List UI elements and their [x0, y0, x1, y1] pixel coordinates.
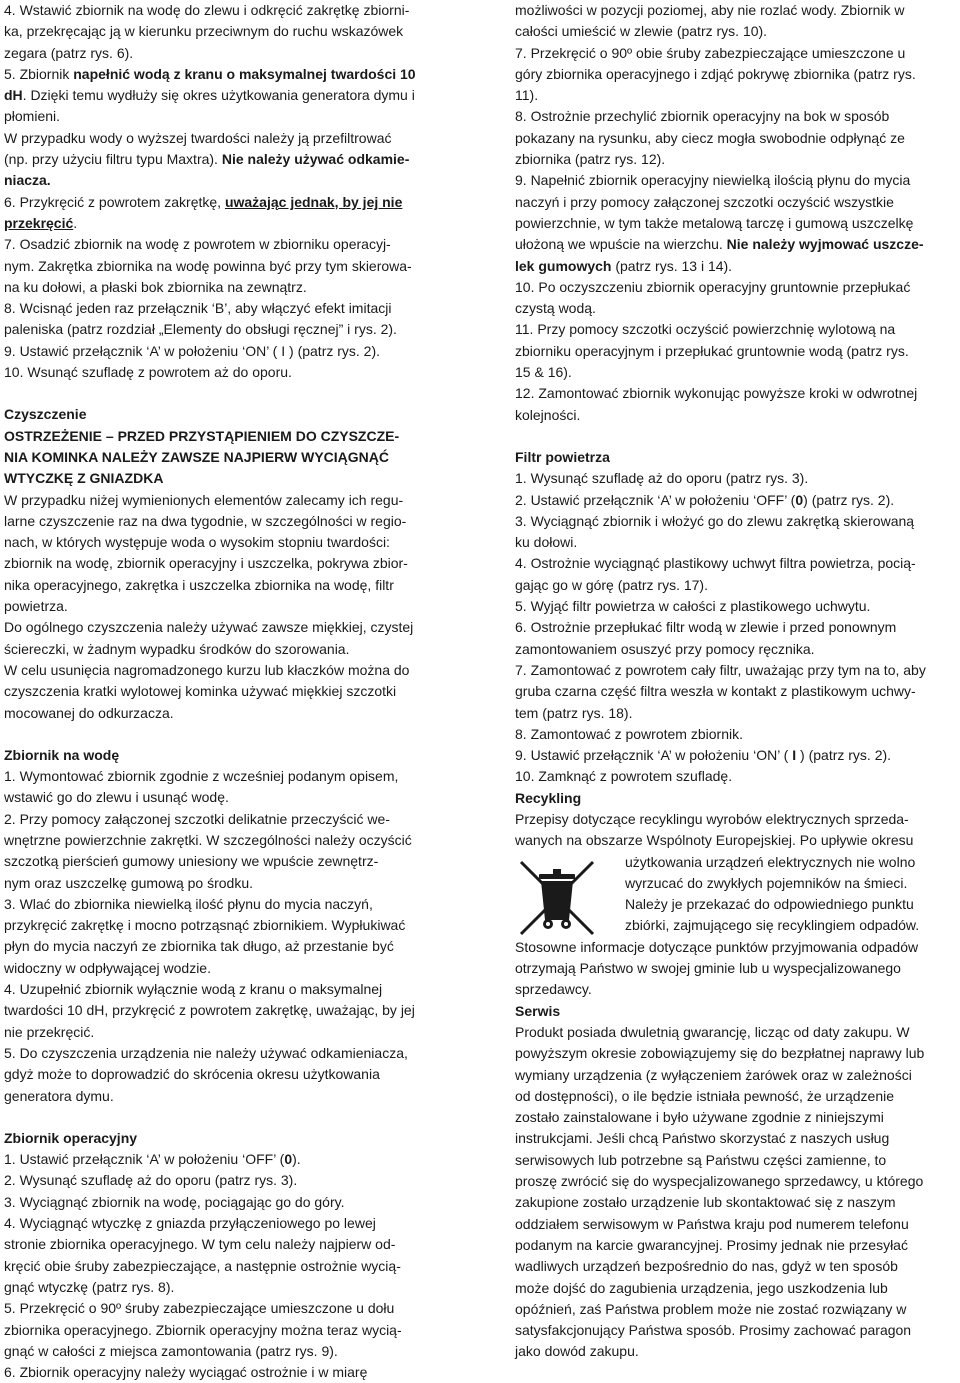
- text-line: wstawić go do zlewu i usunąć wodę.: [4, 789, 229, 806]
- text-line: zbiórki, zajmującego się recyklingiem odpadów.: [625, 917, 920, 934]
- text-line: 1. Wysunąć szufladę aż do oporu (patrz rys. 3).: [515, 470, 809, 487]
- text-line: 4. Ostrożnie wyciągnąć plastikowy uchwyt filtra powietrza, pocią-: [515, 555, 916, 572]
- text-line: 3. Wyciągnąć zbiornik i włożyć go do zlewu zakrętką skierowaną: [515, 512, 915, 529]
- text-line: nym. Zakrętka zbiornika na wodę powinna być przy tym skierowa-: [4, 257, 412, 274]
- text-line: ka, przekręcając ją w kierunku przeciwnym do ruchu wskazówek: [4, 23, 404, 40]
- step-8-text: [4, 298, 450, 341]
- cleaning-warning: [4, 426, 450, 490]
- text-line: powierzchnie, w tym także metalową tarczę i gumową uszczelkę: [515, 214, 914, 231]
- text-line: stronie zbiornika operacyjnego. W tym celu należy najpierw od-: [4, 1236, 396, 1253]
- warning-line: NIA KOMINKA NALEŻY ZAWSZE NAJPIERW WYCIĄGNĄĆ: [4, 448, 390, 465]
- text-line: zakupione zostało urządzenie lub skontaktować się z naszym: [515, 1194, 896, 1211]
- text-line: gając go w górę (patrz rys. 17).: [515, 576, 708, 593]
- step-9-text: 9. Ustawić przełącznik ‘A’ w położeniu ‘ON’ ( I ) (patrz rys. 2).: [4, 342, 381, 359]
- text-line: paleniska (patrz rozdział „Elementy do obsługi ręcznej” i rys. 2).: [4, 321, 397, 338]
- bold-run: 0: [795, 491, 804, 508]
- text-line: góry zbiornika operacyjnego i zdjąć pokrywę zbiornika (patrz rys.: [515, 65, 916, 82]
- text-line: instrukcjami. Jeśli chcą Państwo skorzystać z naszych usług: [515, 1130, 890, 1147]
- text-line: naczyń i przy pomocy załączonej szczotki oczyścić wszystkie: [515, 193, 894, 210]
- text-line: 8. Ostrożnie przechylić zbiornik operacyjny na bok w sposób: [515, 108, 890, 125]
- text-line: W przypadku niżej wymienionych elementów zalecamy ich regu-: [4, 491, 404, 508]
- text-line: mocowanej do odkurzacza.: [4, 704, 174, 721]
- cleaning-paragraph: [4, 490, 450, 724]
- section-heading-service: Serwis: [515, 1002, 561, 1019]
- text-line: zegara (patrz rys. 6).: [4, 44, 134, 61]
- crossed-out-wheelie-bin-icon: [515, 856, 599, 938]
- text-run: 1. Ustawić przełącznik ‘A’ w położeniu ‘OFF’ (: [4, 1151, 285, 1168]
- text-line: 4. Uzupełnić zbiornik wyłącznie wodą z kranu o maksymalnej: [4, 981, 383, 998]
- bold-underline-run: uważając jednak, by jej nie: [224, 193, 403, 210]
- text-line: wymiany urządzenia (z wyłączeniem żarówek oraz w zależności: [515, 1066, 912, 1083]
- text-line: pokazany na rysunku, aby ciecz mogła swobodnie odpłynąć ze: [515, 129, 905, 146]
- text-line: 11. Przy pomocy szczotki oczyścić powierzchnię wylotową na: [515, 321, 896, 338]
- text-line: 2. Wysunąć szufladę aż do oporu (patrz rys. 3).: [4, 1172, 298, 1189]
- step-11-text: [515, 319, 960, 383]
- text-line: Do ogólnego czyszczenia należy używać zawsze miękkiej, czystej: [4, 619, 414, 636]
- bold-run: lek gumowych: [515, 257, 612, 274]
- text-run: ) (patrz rys. 2).: [796, 747, 892, 764]
- text-line: W celu usunięcia nagromadzonego kurzu lub kłaczków można do: [4, 661, 410, 678]
- text-line: 4. Wstawić zbiornik na wodę do zlewu i odkręcić zakrętkę zbiorni-: [4, 2, 410, 18]
- step-9-text: [515, 170, 960, 276]
- text-line: 1. Wymontować zbiornik zgodnie z wcześniej podanym opisem,: [4, 768, 399, 785]
- text-line: zbiornik na wodę, zbiornik operacyjny i uszczelka, pokrywa zbior-: [4, 555, 408, 572]
- text-line: 6. Zbiornik operacyjny należy wyciągać ostrożnie i w miarę: [4, 1364, 368, 1381]
- text-line: 3. Wyciągnąć zbiornik na wodę, pociągając go do góry.: [4, 1193, 345, 1210]
- text-line: 8. Wcisnąć jeden raz przełącznik ‘B’, aby włączyć efekt imitacji: [4, 300, 392, 317]
- recycling-block: [515, 852, 960, 937]
- text-line: kolejności.: [515, 406, 581, 423]
- text-line: proszę zwrócić się do wyspecjalizowanego sprzedawcy, u którego: [515, 1173, 924, 1190]
- text-line: 4. Wyciągnąć wtyczkę z gniazda przyłączeniowego po lewej: [4, 1215, 376, 1232]
- recycling-outro: [515, 937, 960, 1001]
- text-line: serwisowych lub potrzebne są Państwu części zamienne, to: [515, 1151, 887, 1168]
- text-line: Stosowne informacje dotyczące punktów przyjmowania odpadów: [515, 938, 919, 955]
- text-line: zbiornika (patrz rys. 12).: [515, 151, 666, 168]
- bold-run: 0: [284, 1151, 293, 1168]
- text-run: 5. Zbiornik: [4, 65, 74, 82]
- recycling-intro: [515, 809, 960, 852]
- text-line: 15 & 16).: [515, 364, 572, 381]
- bold-run: I: [792, 747, 797, 764]
- bold-run: Nie należy używać odkamie-: [221, 151, 410, 168]
- text-line: 6. Ostrożnie przepłukać filtr wodą w zlewie i przed ponownym: [515, 619, 897, 636]
- text-line: W przypadku wody o wyższej twardości należy ją przefiltrować: [4, 129, 392, 146]
- operating-tank-steps: [4, 1149, 450, 1383]
- warning-line: OSTRZEŻENIE – PRZED PRZYSTĄPIENIEM DO CZYSZCZE-: [4, 427, 400, 444]
- text-line: podanym na karcie gwarancyjnej. Prosimy jednak nie przesyłać: [515, 1236, 908, 1253]
- section-heading-air-filter: Filtr powietrza: [515, 448, 610, 465]
- bold-underline-run: przekręcić: [4, 214, 74, 231]
- text-line: jako dowód zakupu.: [515, 1343, 639, 1360]
- text-line: nym oraz uszczelkę gumową po środku.: [4, 874, 253, 891]
- text-line: sprzedawcy.: [515, 981, 592, 998]
- text-line: 10. Zamknąć z powrotem szufladę.: [515, 768, 733, 785]
- text-line: płyn do mycia naczyń ze zbiornika tak długo, aż przestanie być: [4, 938, 394, 955]
- text-line: Należy je przekazać do odpowiedniego punktu: [625, 896, 914, 913]
- text-line: tem (patrz rys. 18).: [515, 704, 633, 721]
- text-line: nika operacyjnego, zakrętka i uszczelka zbiornika na wodę, filtr: [4, 576, 394, 593]
- text-line: Produkt posiada dwuletnią gwarancję, licząc od daty zakupu. W: [515, 1023, 910, 1040]
- text-line: satysfakcjonujący Państwa sposób. Prosimy zachować paragon: [515, 1322, 912, 1339]
- water-tank-steps: [4, 766, 450, 1107]
- text-line: 7. Przekręcić o 90º obie śruby zabezpieczające umieszczone u: [515, 44, 906, 61]
- step-7-text: [515, 43, 960, 107]
- text-line: 5. Wyjąć filtr powietrza w całości z plastikowego uchwytu.: [515, 598, 871, 615]
- text-line: możliwości w pozycji poziomej, aby nie rozlać wody. Zbiornik w: [515, 2, 905, 18]
- text-run: (patrz rys. 13 i 14).: [611, 257, 733, 274]
- step-4-text: [4, 0, 450, 64]
- text-line: przykręcić zakrętkę i mocno potrząsnąć zbiornikiem. Wypłukiwać: [4, 917, 406, 934]
- text-run: ułożoną we wpuście na wierzchu.: [515, 236, 727, 253]
- text-line: może dojść do zagubienia urządzenia, jego uszkodzenia lub: [515, 1279, 888, 1296]
- service-paragraph: [515, 1022, 960, 1363]
- text-line: powietrza.: [4, 598, 68, 615]
- text-line: na ku dołowi, a płaski bok zbiornika na zewnątrz.: [4, 278, 307, 295]
- text-line: twardości 10 dH, przykręcić z powrotem zakrętkę, uważając, by jej: [4, 1002, 415, 1019]
- text-line: 3. Wlać do zbiornika niewielką ilość płynu do mycia naczyń,: [4, 895, 373, 912]
- text-line: 5. Przekręcić o 90º śruby zabezpieczające umieszczone u dołu: [4, 1300, 395, 1317]
- text-line: zbiornika operacyjnego. Zbiornik operacyjny można teraz wycią-: [4, 1321, 402, 1338]
- text-line: 5. Do czyszczenia urządzenia nie należy używać odkamieniacza,: [4, 1044, 408, 1061]
- text-line: od dostępności), o ile będzie istniała pewność, że urządzenie: [515, 1087, 895, 1104]
- text-line: opóźnień, zaś Państwa problem może nie zostać rozwiązany w: [515, 1300, 907, 1317]
- right-column: [515, 0, 960, 1363]
- left-column: [4, 0, 450, 1383]
- bold-run: dH: [4, 87, 23, 104]
- text-line: gdyż może to doprowadzić do skrócenia okresu użytkowania: [4, 1066, 380, 1083]
- text-run: 9. Ustawić przełącznik ‘A’ w położeniu ‘ON’ (: [515, 747, 793, 764]
- text-line: ściereczki, w żadnym wypadku środków do szorowania.: [4, 640, 350, 657]
- text-line: 7. Zamontować z powrotem cały filtr, uważając przy tym na to, aby: [515, 661, 926, 678]
- step-10-text: [515, 277, 960, 320]
- section-heading-cleaning: Czyszczenie: [4, 406, 87, 423]
- text-line: 7. Osadzić zbiornik na wodę z powrotem w zbiorniku operacyj-: [4, 236, 391, 253]
- text-run: 6. Przykręcić z powrotem zakrętkę,: [4, 193, 225, 210]
- text-line: całości umieścić w zlewie (patrz rys. 10).: [515, 23, 768, 40]
- text-run: ).: [292, 1151, 301, 1168]
- text-line: 8. Zamontować z powrotem zbiornik.: [515, 725, 743, 742]
- text-line: płomieni.: [4, 108, 61, 125]
- text-line: zamontowaniem osuszyć przy pomocy ręcznika.: [515, 640, 815, 657]
- section-heading-operating-tank: Zbiornik operacyjny: [4, 1129, 138, 1146]
- step-12-text: [515, 383, 960, 426]
- text-line: wyrzucać do zwykłych pojemników na śmieci.: [625, 874, 908, 891]
- text-line: 12. Zamontować zbiornik wykonując powyższe kroki w odwrotnej: [515, 385, 918, 402]
- step-7-text: [4, 234, 450, 298]
- text-line: użytkowania urządzeń elektrycznych nie wolno: [625, 853, 916, 870]
- text-line: zbiorniku operacyjnym i przepłukać gruntownie wodą (patrz rys.: [515, 342, 909, 359]
- text-line: gnąć w całości z miejsca zamontowania (patrz rys. 9).: [4, 1342, 338, 1359]
- text-run: .: [73, 214, 78, 231]
- bold-run: Nie należy wyjmować uszcze-: [726, 236, 924, 253]
- text-line: gruba czarna część filtra weszła w kontakt z plastikowym uchwy-: [515, 683, 916, 700]
- text-run: . Dzięki temu wydłuży się okres użytkowania generatora dymu i: [22, 87, 415, 104]
- text-line: widoczny w odpływającej wodzie.: [4, 959, 211, 976]
- recycling-text: [625, 852, 960, 937]
- text-line: nie przekręcić.: [4, 1023, 95, 1040]
- text-line: czystą wodą.: [515, 300, 596, 317]
- text-line: gnąć wtyczkę (patrz rys. 8).: [4, 1278, 175, 1295]
- section-heading-water-tank: Zbiornik na wodę: [4, 746, 120, 763]
- bold-run: napełnić wodą z kranu o maksymalnej twardości 10: [73, 65, 416, 82]
- step-8-text: [515, 106, 960, 170]
- text-line: 9. Napełnić zbiornik operacyjny niewielką ilością płynu do mycia: [515, 172, 911, 189]
- text-line: zostało zainstalowane i było używane zgodnie z niniejszymi: [515, 1109, 884, 1126]
- text-run: (np. przy użyciu filtru typu Maxtra).: [4, 151, 222, 168]
- text-line: Przepisy dotyczące recyklingu wyrobów elektrycznych sprzeda-: [515, 810, 909, 827]
- text-line: larne czyszczenie raz na dwa tygodnie, w szczególności w regio-: [4, 512, 407, 529]
- text-line: wanych na obszarze Wspólnoty Europejskiej. Po upływie okresu: [515, 832, 914, 849]
- text-line: 10. Po oczyszczeniu zbiornik operacyjny gruntownie przepłukać: [515, 278, 911, 295]
- section-heading-recycling: Recykling: [515, 789, 582, 806]
- warning-line: WTYCZKĘ Z GNIAZDKA: [4, 470, 164, 487]
- text-line: 11).: [515, 87, 539, 104]
- step-10-text: 10. Wsunąć szufladę z powrotem aż do oporu.: [4, 364, 292, 381]
- bold-run: niacza.: [4, 172, 51, 189]
- text-line: oddziałem serwisowym w Państwa kraju pod numerem telefonu: [515, 1215, 909, 1232]
- text-line: szczotką pierścień gumowy uniesiony we wpuście zewnętrz-: [4, 853, 379, 870]
- text-line: czyszczenia kratki wylotowej kominka używać miękkiej szczotki: [4, 683, 397, 700]
- text-line: generatora dymu.: [4, 1087, 114, 1104]
- text-line: wnętrzne powierzchnie zakrętki. W szczególności należy oczyścić: [4, 831, 412, 848]
- text-line: ku dołowi.: [515, 534, 578, 551]
- text-line: kręcić obie śruby zabezpieczające, a następnie ostrożnie wycią-: [4, 1257, 401, 1274]
- text-line: nach, w których występuje woda o wysokim stopniu twardości:: [4, 534, 390, 551]
- air-filter-steps: [515, 468, 960, 787]
- text-run: 2. Ustawić przełącznik ‘A’ w położeniu ‘OFF’ (: [515, 491, 796, 508]
- text-line: wadliwych urządzeń bezpośrednio do nas, gdyż w ten sposób: [515, 1258, 898, 1275]
- step-6-continued: [515, 0, 960, 43]
- step-6-text: [4, 192, 450, 235]
- step-5-text: [4, 64, 450, 192]
- text-line: 2. Przy pomocy załączonej szczotki delikatnie przeczyścić we-: [4, 810, 390, 827]
- text-run: ) (patrz rys. 2).: [803, 491, 895, 508]
- text-line: otrzymają Państwo w swojej gminie lub u wyspecjalizowanego: [515, 960, 901, 977]
- text-line: powyższym okresie zobowiązujemy się do bezpłatnej naprawy lub: [515, 1045, 925, 1062]
